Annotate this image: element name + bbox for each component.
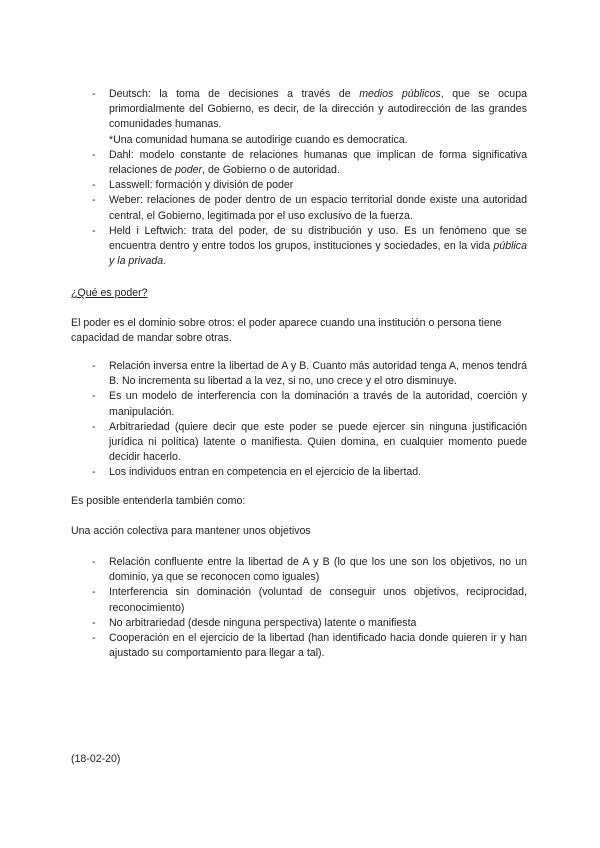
power-characteristics-list	[92, 359, 527, 481]
also-paragraph: Es posible entenderla también como:	[71, 495, 246, 507]
list-item: - Dahl: modelo constante de relaciones humanas que implican de forma significativa relaciones de poder, de Gobierno o de autoridad.	[92, 148, 527, 178]
collective-paragraph: Una acción colectiva para mantener unos objetivos	[71, 525, 311, 537]
list-item: - Held i Leftwich: trata del poder, de su distribución y uso. Es un fenómeno que se encuentra dentro y entre todos los grupos, instituciones y sociedades, en la vida pública y la privada.	[92, 224, 527, 270]
list-item: - Arbitrariedad (quiere decir que este poder se puede ejercer sin ninguna justificación jurídica ni política) latente o manifiesta. Quien domina, en cualquier momento puede decidir hacerlo.	[92, 420, 527, 466]
date-label: (18-02-20)	[71, 753, 121, 765]
list-item: - Relación inversa entre la libertad de A y B. Cuanto más autoridad tenga A, menos tendrá B. No incrementa su libertad a la vez, si no, uno crece y el otro disminuye.	[92, 359, 527, 389]
note-text: *Una comunidad humana se autodirige cuando es democratica.	[109, 133, 408, 146]
list-item: - No arbitrariedad (desde ninguna perspectiva) latente o manifiesta	[92, 616, 527, 631]
list-item: - Interferencia sin dominación (voluntad de conseguir unos objetivos, reciprocidad, reconocimiento)	[92, 585, 527, 615]
definition-paragraph: El poder es el dominio sobre otros: el poder aparece cuando una institución o persona tiene capacidad de mandar sobre otras.	[71, 317, 502, 345]
list-item: - Weber: relaciones de poder dentro de un espacio territorial donde existe una autoridad central, el Gobierno, legitimada por el uso exclusivo de la fuerza.	[92, 193, 527, 223]
collective-characteristics-list	[92, 555, 527, 661]
list-item: - Los individuos entran en competencia en el ejercicio de la libertad.	[92, 465, 527, 480]
list-item: - Deutsch: la toma de decisiones a través de medios públicos, que se ocupa primordialmente del Gobierno, es decir, de la dirección y autodirección de las grandes comunidades humanas. *Una comunidad humana se autodirige cuando es democratica.	[92, 87, 527, 148]
list-item: - Es un modelo de interferencia con la dominación a través de la autoridad, coerción y manipulación.	[92, 389, 527, 419]
list-item: - Cooperación en el ejercicio de la libertad (han identificado hacia donde quieren ir y han ajustado su comportamiento para llegar a tal).	[92, 631, 527, 661]
list-item: - Relación confluente entre la libertad de A y B (lo que los une son los objetivos, no un dominio, ya que se reconocen como iguales)	[92, 555, 527, 585]
list-item: - Lasswell: formación y división de poder	[92, 178, 527, 193]
section-heading: ¿Qué es poder?	[71, 287, 148, 299]
definitions-list	[92, 87, 527, 269]
